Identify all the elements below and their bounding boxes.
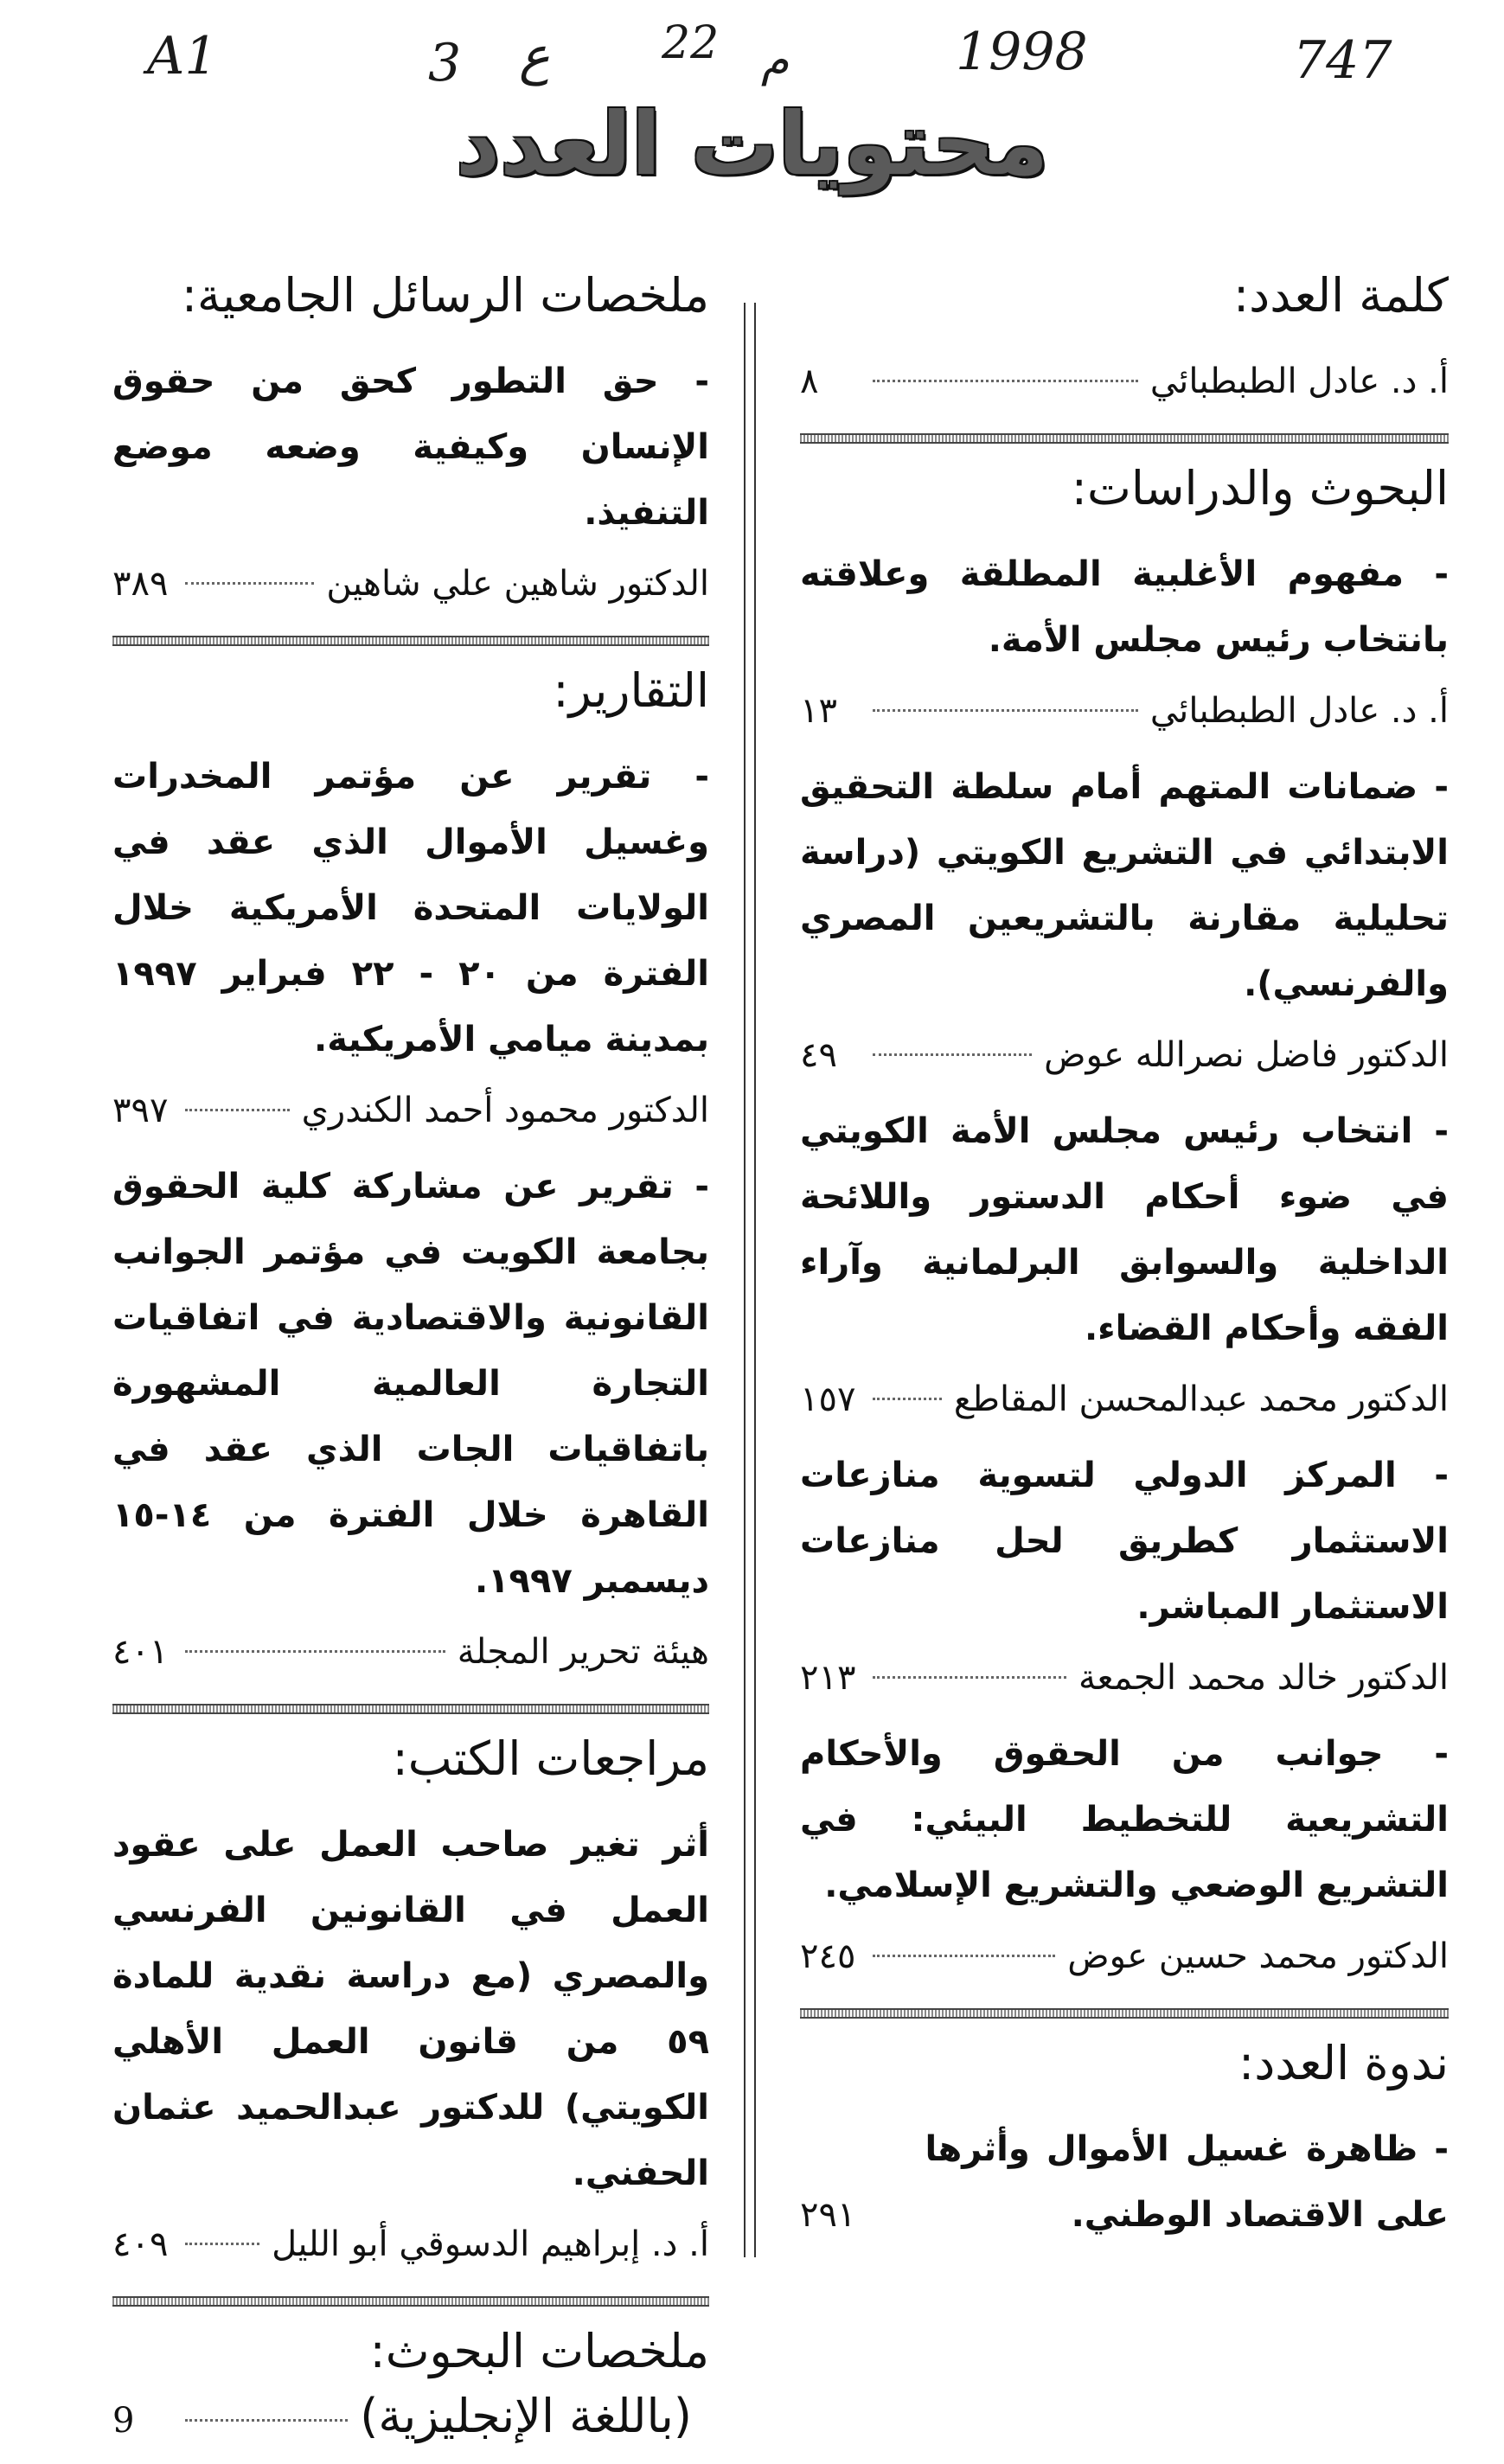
entry-title: - جوانب من الحقوق والأحكام التشريعية للتخطيط البيئي: في التشريع الوضعي والتشريع الإسلامي. [800, 1734, 1449, 1905]
toc-entry[interactable] [800, 1098, 1449, 1432]
toc-entry[interactable] [112, 1812, 709, 2277]
column-divider [744, 303, 756, 2257]
handwritten-volume: 3 [428, 33, 462, 93]
entry-title: - انتخاب رئيس مجلس الأمة الكويتي في ضوء أحكام الدستور واللائحة الداخلية والسوابق البرلمانية وآراء الفقه وأحكام القضاء. [800, 1111, 1449, 1348]
toc-entry[interactable] [800, 541, 1449, 744]
toc-entry[interactable] [800, 1443, 1449, 1711]
author: أ. د. عادل الطبطبائي [1149, 362, 1449, 401]
left-column [112, 251, 709, 2464]
author: أ. د. عادل الطبطبائي [1149, 691, 1449, 731]
toc-entry[interactable] [112, 349, 709, 617]
dot-leader [873, 380, 1138, 382]
page-number: ٣٩٧ [112, 1091, 169, 1130]
section-heading-kalima: كلمة العدد: [1232, 268, 1449, 323]
dot-leader [873, 1676, 1066, 1679]
section-heading-abstracts: ملخصات البحوث: [369, 2324, 709, 2378]
author: هيئة تحرير المجلة [457, 1632, 709, 1672]
page-title: محتويات العدد [455, 93, 1049, 195]
author: الدكتور محمد حسين عوض [1067, 1936, 1449, 1976]
entry-title: أثر تغير صاحب العمل على عقود العمل في القانونين الفرنسي والمصري (مع دراسة نقدية للمادة ٥٩ من قانون العمل الأهلي الكويتي) للدكتور عبدالحميد عثمان الحفني. [112, 1825, 709, 2193]
dot-leader [185, 2419, 348, 2422]
section-heading-nadwa: ندوة العدد: [1238, 2036, 1449, 2090]
entry-title: - تقرير عن مشاركة كلية الحقوق بجامعة الكويت في مؤتمر الجوانب القانونية والاقتصادية في اتفاقيات التجارة العالمية المشهورة باتفاقيات الجات الذي عقد في القاهرة خلال الفترة من ١٤-١٥ ديسمبر ١٩٩٧. [112, 1167, 709, 1601]
author: الدكتور شاهين علي شاهين [326, 564, 709, 604]
section-separator [112, 2296, 709, 2307]
author: أ. د. إبراهيم الدسوقي أبو الليل [272, 2224, 709, 2264]
abstracts-language: (باللغة الإنجليزية) [360, 2389, 692, 2443]
handwritten-issue-letter: ع [519, 26, 550, 86]
toc-entry[interactable] [800, 1721, 1449, 1989]
page-number: ٤٠٩ [112, 2224, 169, 2264]
author: الدكتور خالد محمد الجمعة [1078, 1658, 1449, 1698]
page-number: ٢١٣ [800, 1658, 856, 1698]
toc-entry[interactable] [112, 744, 709, 1143]
dot-leader [873, 1955, 1055, 1957]
page-number: ١٥٧ [800, 1379, 856, 1419]
page-number: ٢٩١ [800, 2195, 856, 2235]
dot-leader [185, 1650, 445, 1653]
entry-title: - ظاهرة غسيل الأموال وأثرها على الاقتصاد الوطني. [925, 2129, 1449, 2235]
section-heading-reports: التقارير: [553, 663, 709, 718]
toc-entry[interactable] [112, 1154, 709, 1685]
handwritten-issue-mark: م [761, 35, 790, 86]
dot-leader [873, 709, 1138, 712]
page-number: ١٣ [800, 691, 837, 731]
toc-entry[interactable] [800, 349, 1449, 414]
toc-entry[interactable] [800, 2116, 1449, 2248]
entry-title: - حق التطور كحق من حقوق الإنسان وكيفية وضعه موضع التنفيذ. [112, 362, 709, 533]
dot-leader [873, 1398, 942, 1400]
page-number: ٤٩ [800, 1035, 837, 1075]
dot-leader [185, 2243, 259, 2245]
handwritten-ref: 747 [1293, 30, 1392, 91]
entry-title: - تقرير عن مؤتمر المخدرات وغسيل الأموال الذي عقد في الولايات المتحدة الأمريكية خلال الفترة من ٢٠ - ٢٢ فبراير ١٩٩٧ بمدينة ميامي الأمريكية. [112, 757, 709, 1059]
page-number: ٣٨٩ [112, 564, 169, 604]
entry-title: - المركز الدولي لتسوية منازعات الاستثمار كطريق لحل منازعات الاستثمار المباشر. [800, 1456, 1450, 1627]
toc-entry[interactable] [800, 754, 1449, 1088]
section-separator [800, 2008, 1449, 2019]
section-separator [112, 1704, 709, 1714]
entry-title: - مفهوم الأغلبية المطلقة وعلاقته بانتخاب رئيس مجلس الأمة. [800, 554, 1449, 660]
author: الدكتور محمود أحمد الكندري [301, 1091, 709, 1130]
page-number: ٢٤٥ [800, 1936, 856, 1976]
dot-leader [185, 1109, 290, 1111]
toc-entry[interactable] [112, 2384, 709, 2454]
handwritten-code: A1 [147, 26, 218, 86]
dot-leader [185, 582, 314, 585]
entry-title: - ضمانات المتهم أمام سلطة التحقيق الابتدائي في التشريع الكويتي (دراسة تحليلية مقارنة بالتشريعين المصري والفرنسي). [800, 767, 1449, 1004]
section-heading-theses: ملخصات الرسائل الجامعية: [181, 268, 709, 323]
right-column [800, 251, 1449, 2248]
page-number: ٤٠١ [112, 1632, 169, 1672]
page-number: ٨ [800, 362, 819, 401]
section-heading-research: البحوث والدراسات: [1071, 461, 1449, 515]
section-separator [112, 636, 709, 646]
handwritten-issue-number: 22 [662, 17, 720, 69]
section-separator [800, 433, 1449, 444]
author: الدكتور محمد عبدالمحسن المقاطع [953, 1379, 1449, 1419]
handwritten-year: 1998 [956, 22, 1088, 82]
author: الدكتور فاضل نصرالله عوض [1044, 1035, 1449, 1075]
dot-leader [873, 1053, 1032, 1056]
section-heading-book-reviews: مراجعات الكتب: [392, 1731, 709, 1786]
page-number: 9 [112, 2401, 135, 2441]
